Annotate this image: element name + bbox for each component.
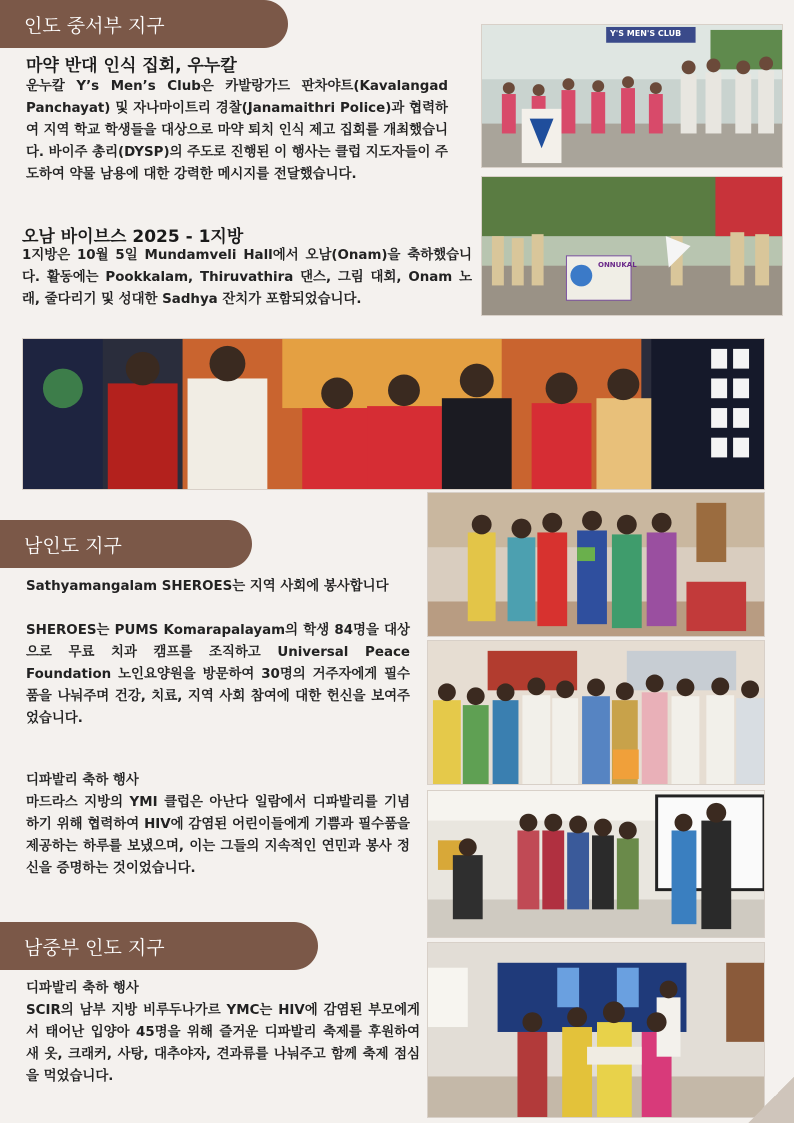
photo-old-age-home-visit — [427, 640, 765, 785]
section-tab-south-india — [0, 520, 252, 568]
deepavali-subheading-madras: 디파발리 축하 행사 — [26, 773, 139, 788]
sheroes-body: SHEROES는 PUMS Komarapalayam의 학생 84명을 대상으로 무료 치과 캠프를 조직하고 Universal Peace Foundation 노인요양원을 방문하여 30명의 거주자에게 필수품을 나눠주며 건강, 치료, 지역 사회 참여에 대한 헌신을 보여주었습니다. — [26, 623, 410, 726]
deepavali-body-scir: SCIR의 남부 지방 비루두나가르 YMC는 HIV에 감염된 부모에게서 태어난 입양아 45명을 위해 즐거운 디파발리 축제를 후원하여 새 옷, 크래커, 사탕, 대추야자, 견과류를 나눠주고 함께 축제 점심을 먹었습니다. — [26, 1003, 420, 1084]
article-body-anti-drug-rally: 운누칼 Y’s Men’s Club은 카발랑가드 판차야트(Kavalangad Panchayat) 및 자나마이트리 경찰(Janamaithri Police)과 협력하여 지역 학교 학생들을 대상으로 마약 퇴치 인식 제고 집회를 개최했습니다. 바이주 총리(DYSP)의 주도로 진행된 이 행사는 클럽 지도자들이 주도하여 약물 남용에 대한 강력한 메시지를 전달했습니다. — [26, 79, 448, 182]
article-title-anti-drug-rally: 마약 반대 인식 집회, 우누칼 — [26, 56, 237, 76]
photo-anti-drug-rally — [481, 24, 783, 168]
section-tab-label: 남중부 인도 지구 — [24, 936, 165, 959]
deepavali-body-madras: 마드라스 지방의 YMI 클럽은 아난다 일람에서 디파발리를 기념하기 위해 협력하여 HIV에 감염된 어린이들에게 기쁨과 필수품을 제공하는 하루를 보냈으며, 이는 그들의 지속적인 연민과 봉사 정신을 증명하는 것이었습니다. — [26, 795, 410, 876]
photo-rally-sign: Y'S MEN'S CLUB — [610, 29, 682, 38]
article-body-onam-vibes: 1지방은 10월 5일 Mundamveli Hall에서 오남(Onam)을 축하했습니다. 활동에는 Pookkalam, Thiruvathira 댄스, 그림 대회, Onam 노래, 줄다리기 및 성대한 Sadhya 잔치가 포함되었습니다. — [22, 248, 472, 307]
photo-virudhunagar-deepavali — [427, 942, 765, 1118]
photo-rally-banner: ONNUKAL — [598, 261, 637, 269]
photo-ymi-deepavali-group — [427, 790, 765, 938]
sheroes-subheading: Sathyamangalam SHEROES는 지역 사회에 봉사합니다 — [26, 579, 389, 594]
photo-onam-singing-stage — [22, 338, 765, 490]
article-title-onam-vibes: 오남 바이브스 2025 - 1지방 — [22, 227, 244, 247]
section-tab-label: 인도 중서부 지구 — [24, 14, 165, 37]
section-tab-label: 남인도 지구 — [24, 534, 122, 557]
section-tab-central-west-india — [0, 0, 288, 48]
deepavali-subheading-scir: 디파발리 축하 행사 — [26, 981, 139, 996]
photo-street-rally — [481, 176, 783, 316]
photo-sheroes-gift-giving — [427, 492, 765, 637]
section-tab-south-central-india — [0, 922, 318, 970]
page-curl-corner — [748, 1077, 794, 1123]
